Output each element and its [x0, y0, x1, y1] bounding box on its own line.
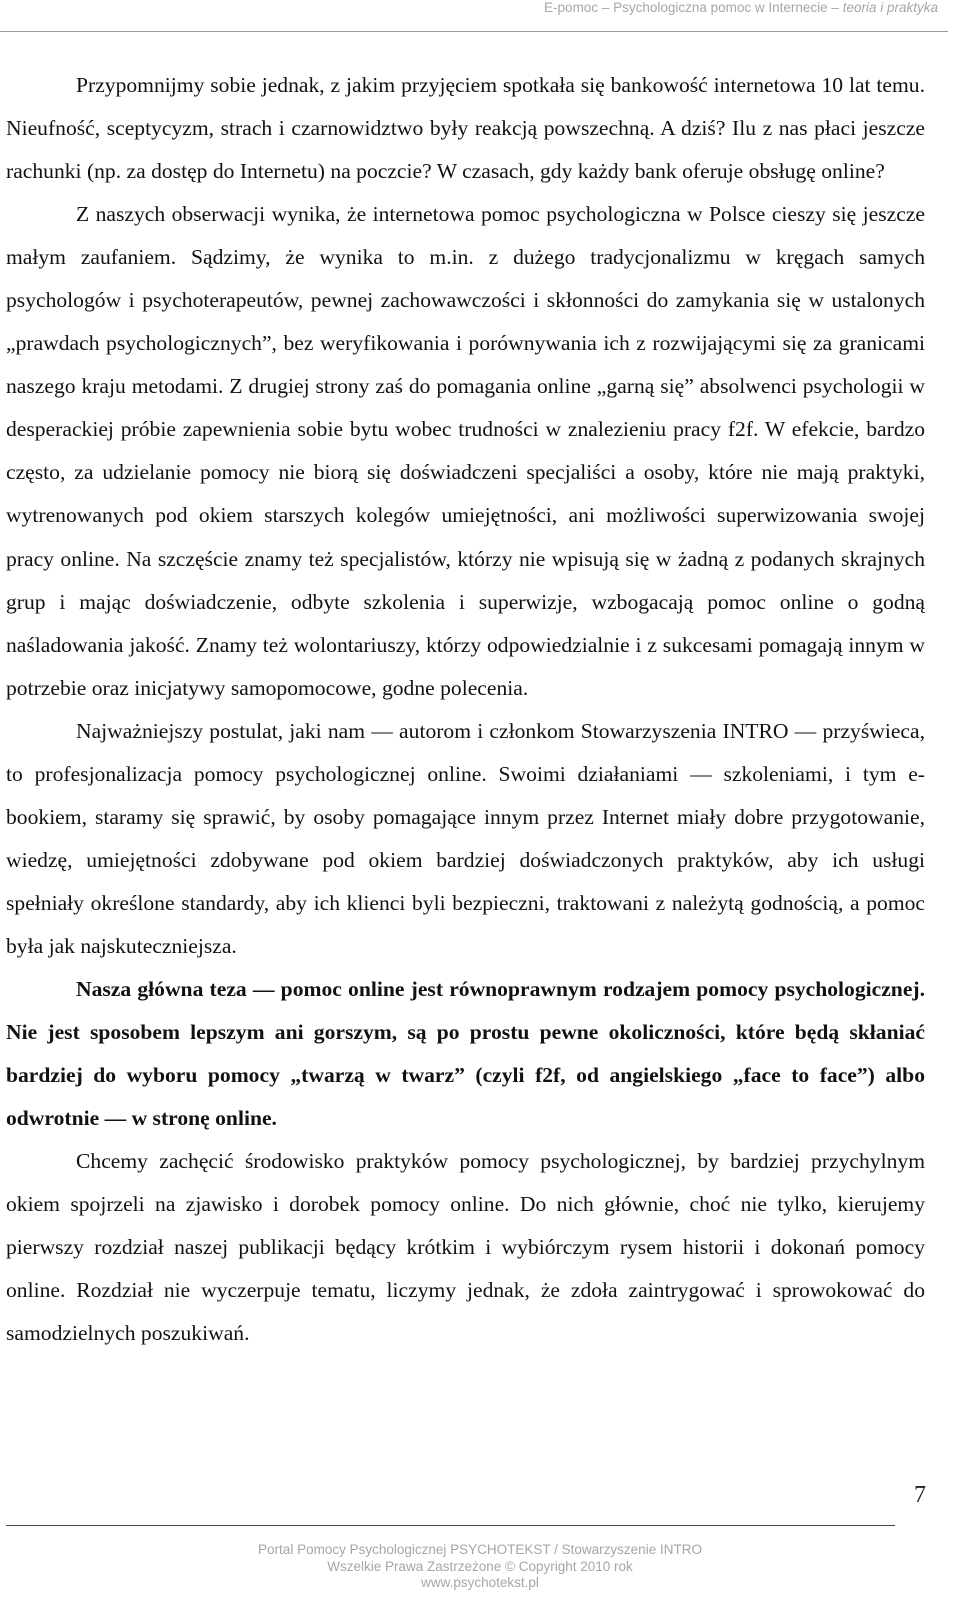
footer-publisher: Portal Pomocy Psychologicznej PSYCHOTEKST / Stowarzyszenie INTRO [258, 1542, 702, 1557]
footer-divider [6, 1525, 895, 1526]
paragraph-postulate: Najważniejszy postulat, jaki nam ― autorom i członkom Stowarzyszenia INTRO ― przyświeca, to profesjonalizacja pomocy psychologicznej online. Swoimi działaniami ― szkoleniami, i tym e-bookiem, staramy się sprawić, by osoby pomagające innym przez Internet miały dobre przygotowanie, wiedzę, umiejętności zdobywane pod okiem bardziej doświadczonych praktyków, aby ich usługi spełniały określone standardy, aby ich klienci byli bezpieczni, traktowani z należytą godnością, a pomoc była jak najskuteczniejsza. [6, 718, 925, 958]
page-footer [0, 1542, 960, 1592]
footer-website: www.psychotekst.pl [421, 1575, 539, 1590]
paragraph-main-thesis: Nasza główna teza ― pomoc online jest równoprawnym rodzajem pomocy psychologicznej. Nie jest sposobem lepszym ani gorszym, są po prostu pewne okoliczności, które będą skłaniać bardziej do wyboru pomocy „twarzą w twarz” (czyli f2f, od angielskiego „face to face”) albo odwrotnie ― w stronę online. [6, 976, 925, 1131]
page-number: 7 [914, 1482, 926, 1508]
header-divider [0, 31, 948, 32]
running-header-subtitle: teoria i praktyka [842, 0, 938, 15]
footer-copyright: Wszelkie Prawa Zastrzeżone © Copyright 2010 rok [327, 1558, 633, 1574]
running-header-title: E-pomoc – Psychologiczna pomoc w Internecie – [544, 0, 843, 15]
running-header [544, 0, 938, 15]
paragraph-observations: Z naszych obserwacji wynika, że internetowa pomoc psychologiczna w Polsce cieszy się jeszcze małym zaufaniem. Sądzimy, że wynika to m.in. z dużego tradycjonalizmu w kręgach samych psychologów i psychoterapeutów, pewnej zachowawczości i skłonności do zamykania się w ustalonych „prawdach psychologicznych”, bez weryfikowania i porównywania ich z rozwijającymi się za granicami naszego kraju metodami. Z drugiej strony zaś do pomagania online „garną się” absolwenci psychologii w desperackiej próbie zapewnienia sobie bytu wobec trudności w znalezieniu pracy f2f. W efekcie, bardzo często, za udzielanie pomocy nie biorą się doświadczeni specjaliści a osoby, które nie mają praktyki, wytrenowanych pod okiem starszych kolegów umiejętności, ani możliwości superwizowania swojej pracy online. Na szczęście znamy też specjalistów, którzy nie wpisują się w żadną z podanych skrajnych grup i mając doświadczenie, odbyte szkolenia i superwizje, wzbogacają pomoc online o godną naśladowania jakość. Znamy też wolontariuszy, którzy odpowiedzialnie i z sukcesami pomagają innym w potrzebie oraz inicjatywy samopomocowe, godne polecenia. [6, 202, 925, 700]
document-body [6, 64, 925, 1355]
paragraph-encouragement: Chcemy zachęcić środowisko praktyków pomocy psychologicznej, by bardziej przychylnym okiem spojrzeli na zjawisko i dorobek pomocy online. Do nich głównie, choć nie tylko, kierujemy pierwszy rozdział naszej publikacji będący krótkim i wybiórczym rysem historii i dokonań pomocy online. Rozdział nie wyczerpuje tematu, liczymy jednak, że zdoła zaintrygować i sprowokować do samodzielnych poszukiwań. [6, 1149, 925, 1346]
paragraph-banking: Przypomnijmy sobie jednak, z jakim przyjęciem spotkała się bankowość internetowa 10 lat temu. Nieufność, sceptycyzm, strach i czarnowidztwo były reakcją powszechną. A dziś? Ilu z nas płaci jeszcze rachunki (np. za dostęp do Internetu) na poczcie? W czasach, gdy każdy bank oferuje obsługę online? [6, 73, 925, 184]
